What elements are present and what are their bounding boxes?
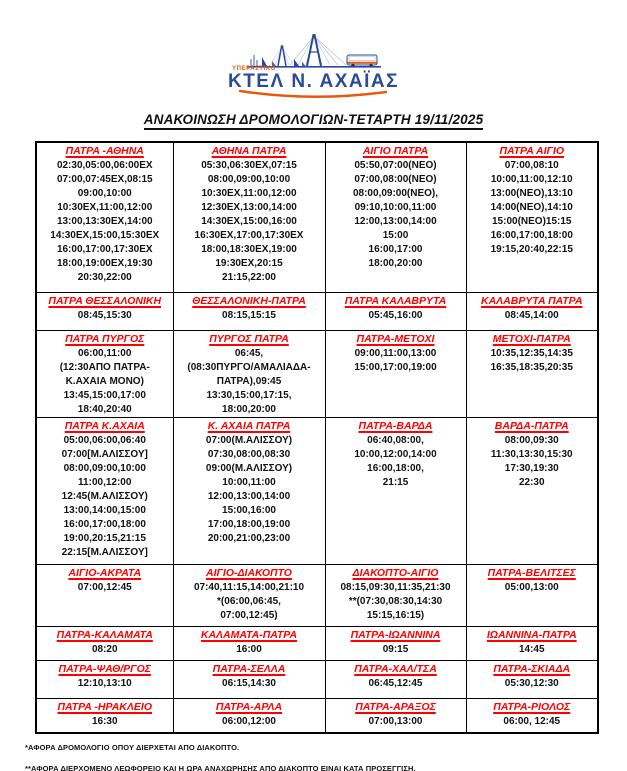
time-line: 13:00,13:30ΕΧ,14:00 — [56, 215, 153, 227]
time-line: 07:00(Μ.ΑΛΙΣΣΟΥ) — [205, 434, 293, 446]
time-line: 22:30 — [518, 476, 545, 488]
schedule-cell — [36, 417, 173, 564]
time-line: 15:00,16:00 — [222, 504, 276, 516]
schedule-cell — [173, 142, 325, 293]
schedule-cell — [325, 292, 466, 330]
route-header: ΠΑΤΡΑ-ΜΕΤΟΧΙ — [356, 332, 435, 345]
time-line: 10:00,11:00 — [222, 476, 276, 488]
time-line: 09:00(Μ.ΑΛΙΣΣΟΥ) — [205, 462, 293, 474]
schedule-cell — [466, 626, 598, 660]
schedule-cell — [466, 330, 598, 417]
route-header: ΚΑΛΑΜΑΤΑ-ΠΑΤΡΑ — [200, 628, 298, 641]
route-header: ΠΑΤΡΑ ΚΑΛΑΒΡΥΤΑ — [344, 294, 447, 307]
route-header: ΚΑΛΑΒΡΥΤΑ ΠΑΤΡΑ — [481, 294, 583, 307]
schedule-cell — [173, 626, 325, 660]
time-line: 13:00(ΝΕΟ),13:10 — [490, 187, 573, 199]
time-line: 16:00,17:00,17:30ΕΧ — [56, 243, 153, 255]
route-header: ΠΑΤΡΑ-ΒΕΛΙΤΣΕΣ — [487, 566, 576, 579]
schedule-cell — [466, 564, 598, 626]
time-line: 08:00,09:00(ΝΕΟ), — [352, 187, 439, 199]
time-line: 14:45 — [518, 643, 545, 655]
time-line: 06:00,11:00 — [78, 347, 132, 359]
route-header: ΠΑΤΡΑ-ΒΑΡΔΑ — [358, 419, 433, 432]
schedule-cell — [36, 330, 173, 417]
time-line: 08:00,09:30 — [504, 434, 559, 446]
time-line: 20:00,21:00,23:00 — [207, 532, 291, 544]
time-line: 07:00,08:10 — [504, 159, 559, 171]
schedule-cell — [325, 660, 466, 698]
title-wrap — [0, 111, 627, 130]
schedule-cell — [36, 142, 173, 293]
time-line: 13:30,15:00,17:15, — [206, 389, 292, 401]
time-line: 14:30ΕΧ,15:00,15:30ΕΧ — [50, 229, 160, 241]
time-line: 05:00,06:00,06:40 — [63, 434, 146, 446]
time-line: 16:00,17:00,18:00 — [490, 229, 573, 241]
time-line: (08:30ΠΥΡΓΟ/ΑΜΑΛΙΑΔΑ- — [187, 361, 311, 373]
schedule-cell — [36, 626, 173, 660]
schedule-table-body — [36, 142, 598, 733]
time-line: **(07:30,08:30,14:30 — [348, 595, 443, 607]
time-line: 16:00,17:00,18:00 — [63, 518, 146, 530]
time-line: *(06:00,06:45, — [217, 595, 281, 607]
route-header: ΙΩΑΝΝΙΝΑ-ΠΑΤΡΑ — [486, 628, 577, 641]
route-header: ΠΑΤΡΑ -ΗΡΑΚΛΕΙΟ — [57, 700, 152, 713]
time-line: 13:00,14:00,15:00 — [63, 504, 146, 516]
time-line: 15:00(ΝΕΟ)15:15 — [492, 215, 572, 227]
time-line: Κ.ΑΧΑΙΑ ΜΟΝΟ) — [65, 375, 144, 387]
time-line: 10:35,12:35,14:35 — [490, 347, 573, 359]
time-line: 16:30ΕΧ,17:00,17:30ΕΧ — [194, 229, 304, 241]
time-line: 07:30,08:00,08:30 — [207, 448, 291, 460]
time-line: 07:00[Μ.ΑΛΙΣΣΟΥ] — [61, 448, 148, 460]
route-header: ΠΑΤΡΑ-ΣΕΛΛΑ — [212, 662, 286, 675]
time-line: 12:45(Μ.ΑΛΙΣΣΟΥ) — [61, 490, 148, 502]
time-line: 08:45,15:30 — [77, 309, 132, 321]
time-line: 05:50,07:00(ΝΕΟ) — [354, 159, 437, 171]
time-line: 21:15,22:00 — [222, 271, 276, 283]
route-header: ΠΑΤΡΑ-ΣΚΙΑΔΑ — [493, 662, 571, 675]
logo-small-text: ΥΠΕΡΑΣΤΙΚΟ — [231, 66, 276, 72]
time-line: 17:00,18:00,19:00 — [207, 518, 291, 530]
schedule-cell — [173, 660, 325, 698]
schedule-cell — [36, 564, 173, 626]
route-header: ΑΘΗΝΑ ΠΑΤΡΑ — [211, 144, 287, 157]
time-line: 09:00,11:00,13:00 — [354, 347, 437, 359]
route-header: ΠΑΤΡΑ ΘΕΣΣΑΛΟΝΙΚΗ — [48, 294, 162, 307]
route-header: ΔΙΑΚΟΠΤΟ-ΑΙΓΙΟ — [352, 566, 439, 579]
schedule-row — [36, 142, 598, 293]
time-line: 15:15,16:15) — [366, 609, 425, 621]
schedule-cell — [325, 564, 466, 626]
time-line: 20:30,22:00 — [77, 271, 132, 283]
time-line: 22:15[Μ.ΑΛΙΣΣΟΥ] — [61, 546, 148, 558]
time-line: 16:00,18:00, — [367, 462, 424, 474]
time-line: 05:00,13:00 — [504, 581, 559, 593]
time-line: 14:30ΕΧ,15:00,16:00 — [201, 215, 297, 227]
time-line: 10:30ΕΧ,11:00,12:00 — [57, 201, 153, 213]
route-header: ΠΑΤΡΑ Κ.ΑΧΑΙΑ — [64, 419, 145, 432]
time-line: 19:00,20:15,21:15 — [63, 532, 146, 544]
route-header: ΠΑΤΡΑ -ΑΘΗΝΑ — [65, 144, 144, 157]
route-header: ΠΑΤΡΑ-ΙΩΑΝΝΙΝΑ — [350, 628, 441, 641]
schedule-cell — [466, 142, 598, 293]
route-header: ΠΑΤΡΑ-ΑΡΛΑ — [215, 700, 283, 713]
time-line: 14:00(ΝΕΟ),14:10 — [490, 201, 573, 213]
logo-swoosh — [238, 89, 388, 99]
schedule-row — [36, 564, 598, 626]
logo-text — [228, 66, 399, 99]
route-header: ΠΥΡΓΟΣ ΠΑΤΡΑ — [209, 332, 289, 345]
time-line: ΠΑΤΡΑ),09:45 — [216, 375, 282, 387]
route-header: Κ. ΑΧΑΙΑ ΠΑΤΡΑ — [207, 419, 291, 432]
schedule-row — [36, 660, 598, 698]
schedule-cell — [466, 698, 598, 733]
time-line: (12:30ΑΠΟ ΠΑΤΡΑ- — [59, 361, 150, 373]
footnotes — [25, 743, 627, 771]
time-line: 16:30 — [91, 715, 118, 727]
schedule-cell — [325, 626, 466, 660]
time-line: 08:00,09:00,10:00 — [63, 462, 146, 474]
time-line: 08:00,09:00,10:00 — [207, 173, 291, 185]
time-line: 08:45,14:00 — [504, 309, 559, 321]
time-line: 08:15,09:30,11:35,21:30 — [340, 581, 451, 593]
time-line: 06:00, 12:45 — [503, 715, 561, 727]
schedule-row — [36, 330, 598, 417]
time-line: 15:00,17:00,19:00 — [354, 361, 437, 373]
schedule-cell — [466, 660, 598, 698]
time-line: 06:00,12:00 — [222, 715, 276, 727]
route-header: ΠΑΤΡΑ-ΚΑΛΑΜΑΤΑ — [56, 628, 153, 641]
time-line: 18:00,19:00ΕΧ,19:30 — [56, 257, 153, 269]
time-line: 19:15,20:40,22:15 — [490, 243, 573, 255]
time-line: 05:45,16:00 — [368, 309, 423, 321]
time-line: 18:40,20:40 — [77, 403, 132, 415]
time-line: 18:00,18:30ΕΧ,19:00 — [201, 243, 297, 255]
schedule-cell — [173, 564, 325, 626]
route-header: ΠΑΤΡΑ ΠΥΡΓΟΣ — [65, 332, 145, 345]
time-line: 12:10,13:10 — [77, 677, 132, 689]
time-line: 11:00,12:00 — [78, 476, 132, 488]
time-line: 09:00,10:00 — [77, 187, 132, 199]
schedule-table — [35, 141, 599, 734]
schedule-row — [36, 417, 598, 564]
time-line: 07:00,12:45) — [220, 609, 278, 621]
time-line: 21:15 — [382, 476, 409, 488]
time-line: 10:00,12:00,14:00 — [354, 448, 437, 460]
route-header: ΒΑΡΔΑ-ΠΑΤΡΑ — [494, 419, 569, 432]
route-header: ΠΑΤΡΑ-ΨΑΘ/ΡΓΟΣ — [58, 662, 151, 675]
footnote-2: **ΑΦΟΡΑ ΔΙΕΡΧΟΜΕΝΟ ΛΕΩΦΟΡΕΙΟ ΚΑΙ Η ΩΡΑ ΑΝΑΧΩΡΗΣΗΣ ΑΠΟ ΔΙΑΚΟΠΤΟ ΕΙΝΑΙ ΚΑΤΑ ΠΡΟΣΕΓΓΙΣΗ. — [25, 763, 416, 771]
time-line: 09:10,10:00,11:00 — [354, 201, 437, 213]
time-line: 16:35,18:35,20:35 — [490, 361, 573, 373]
time-line: 15:00 — [382, 229, 409, 241]
schedule-cell — [173, 330, 325, 417]
time-line: 07:00,12:45 — [77, 581, 132, 593]
time-line: 18:00,20:00 — [222, 403, 276, 415]
time-line: 13:45,15:00,17:00 — [63, 389, 146, 401]
time-line: 17:30,19:30 — [504, 462, 559, 474]
route-header: ΘΕΣΣΑΛΟΝΙΚΗ-ΠΑΤΡΑ — [192, 294, 306, 307]
time-line: 02:30,05:00,06:00ΕΧ — [56, 159, 153, 171]
page-title: ΑΝΑΚΟΙΝΩΣΗ ΔΡΟΜΟΛΟΓΙΩΝ-ΤΕΤΑΡΤΗ 19/11/2025 — [144, 112, 484, 130]
route-header: ΠΑΤΡΑ-ΡΙΟΛΟΣ — [493, 700, 571, 713]
ktel-logo — [0, 0, 627, 99]
schedule-cell — [466, 417, 598, 564]
time-line: 09:15 — [382, 643, 409, 655]
route-header: ΠΑΤΡΑ-ΑΡΑΞΟΣ — [355, 700, 436, 713]
schedule-cell — [466, 292, 598, 330]
route-header: ΑΙΓΙΟ ΠΑΤΡΑ — [362, 144, 429, 157]
time-line: 06:15,14:30 — [222, 677, 276, 689]
schedule-cell — [36, 292, 173, 330]
schedule-cell — [173, 698, 325, 733]
schedule-row — [36, 698, 598, 733]
schedule-cell — [173, 292, 325, 330]
schedule-row — [36, 626, 598, 660]
time-line: 07:40,11:15,14:00,21:10 — [193, 581, 305, 593]
time-line: 05:30,06:30ΕΧ,07:15 — [201, 159, 297, 171]
time-line: 07:00,08:00(ΝΕΟ) — [354, 173, 437, 185]
schedule-cell — [325, 698, 466, 733]
time-line: 18:00,20:00 — [368, 257, 423, 269]
time-line: 06:40,08:00, — [367, 434, 424, 446]
time-line: 07:00,07:45ΕΧ,08:15 — [56, 173, 153, 185]
time-line: 16:00 — [236, 643, 262, 655]
time-line: 08:20 — [91, 643, 118, 655]
schedule-cell — [325, 330, 466, 417]
time-line: 12:30ΕΧ,13:00,14:00 — [201, 201, 297, 213]
route-header: ΑΙΓΙΟ-ΑΚΡΑΤΑ — [68, 566, 142, 579]
time-line: 05:30,12:30 — [504, 677, 559, 689]
time-line: 10:30ΕΧ,11:00,12:00 — [201, 187, 297, 199]
time-line: 07:00,13:00 — [368, 715, 423, 727]
route-header: ΠΑΤΡΑ-ΧΑΛ/ΤΣΑ — [354, 662, 437, 675]
time-line: 12:00,13:00,14:00 — [207, 490, 291, 502]
schedule-row — [36, 292, 598, 330]
route-header: ΑΙΓΙΟ-ΔΙΑΚΟΠΤΟ — [206, 566, 292, 579]
time-line: 19:30ΕΧ,20:15 — [215, 257, 283, 269]
route-header: ΠΑΤΡΑ ΑΙΓΙΟ — [499, 144, 564, 157]
schedule-cell — [36, 698, 173, 733]
time-line: 16:00,17:00 — [368, 243, 423, 255]
time-line: 06:45, — [234, 347, 264, 359]
schedule-cell — [173, 417, 325, 564]
schedule-cell — [36, 660, 173, 698]
logo-main-text: ΚΤΕΛ Ν. ΑΧΑΪΑΣ — [227, 71, 400, 92]
time-line: 10:00,11:00,12:10 — [490, 173, 573, 185]
footnote-1: *ΑΦΟΡΑ ΔΡΟΜΟΛΟΓΙΟ ΟΠΟΥ ΔΙΕΡΧΕΤΑΙ ΑΠΟ ΔΙΑΚΟΠΤΟ. — [25, 742, 240, 752]
time-line: 12:00,13:00,14:00 — [354, 215, 437, 227]
route-header: ΜΕΤΟΧΙ-ΠΑΤΡΑ — [492, 332, 571, 345]
schedule-cell — [325, 417, 466, 564]
time-line: 11:30,13:30,15:30 — [490, 448, 573, 460]
time-line: 08:15,15:15 — [222, 309, 276, 321]
time-line: 06:45,12:45 — [368, 677, 423, 689]
schedule-cell — [325, 142, 466, 293]
